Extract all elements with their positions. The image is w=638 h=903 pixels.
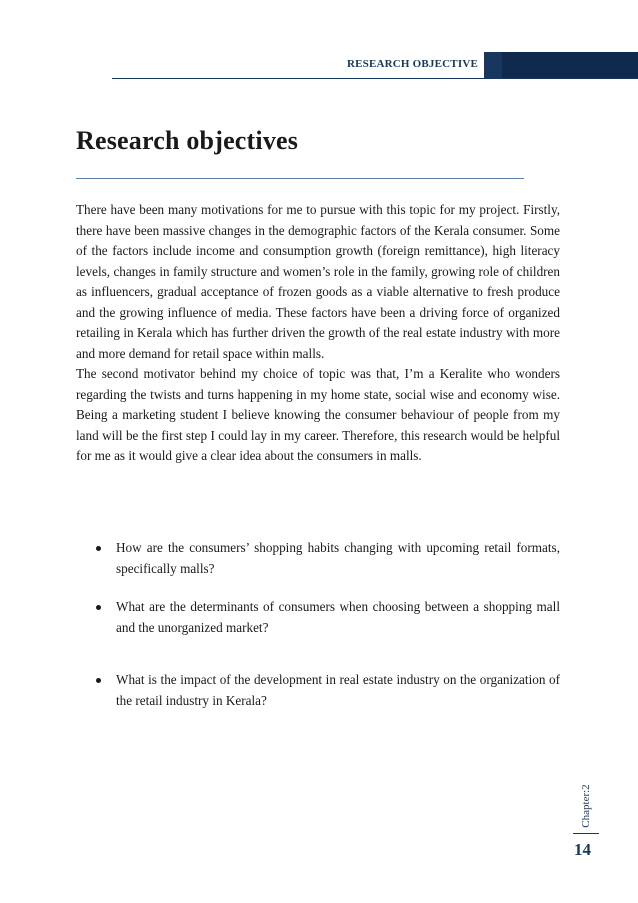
bullet-icon	[96, 605, 101, 610]
list-item	[96, 670, 560, 711]
heading-divider	[76, 178, 524, 179]
question-2-text: What are the determinants of consumers when choosing between a shopping mall and the unorganized market?	[116, 599, 560, 635]
header-bar	[112, 52, 638, 79]
bullet-icon	[96, 546, 101, 551]
page-number-divider	[573, 833, 599, 834]
bullet-icon	[96, 678, 101, 683]
header-accent-block	[484, 52, 638, 78]
list-item	[96, 597, 560, 638]
list-item	[96, 538, 560, 579]
question-1-text: How are the consumers’ shopping habits changing with upcoming retail formats, specifically malls?	[116, 540, 560, 576]
body-text	[76, 200, 560, 467]
section-title: RESEARCH OBJECTIVE	[346, 58, 478, 70]
page-title: Research objectives	[76, 126, 299, 155]
research-questions-list	[96, 538, 560, 711]
chapter-label	[579, 780, 593, 834]
header-accent-block-inner	[502, 52, 638, 78]
paragraph-2: The second motivator behind my choice of topic was that, I’m a Keralite who wonders regarding the twists and turns happening in my home state, social wise and economy wise. Being a marketing student I believe knowing the consumer behaviour of people from my land will be the first step I could lay in my career. Therefore, this research would be helpful for me as it would give a clear idea about the consumers in malls.	[76, 366, 560, 463]
paragraph-1: There have been many motivations for me to pursue with this topic for my project. Firstly, there have been massive changes in the demographic factors of the Kerala consumer. Some of the factors include income and consumption growth (foreign remittance), high literacy levels, changes in family structure and women’s role in the family, growing role of children as influencers, gradual acceptance of frozen goods as a viable alternative to fresh produce and the growing influence of media. These factors have been a driving force of organized retailing in Kerala which has further driven the growth of the real estate industry with more and more demand for retail space within malls.	[76, 202, 560, 361]
page-number: 14	[574, 840, 591, 859]
question-3-text: What is the impact of the development in real estate industry on the organization of the retail industry in Kerala?	[116, 672, 560, 708]
chapter-label-text: Chapter:2	[580, 784, 592, 828]
